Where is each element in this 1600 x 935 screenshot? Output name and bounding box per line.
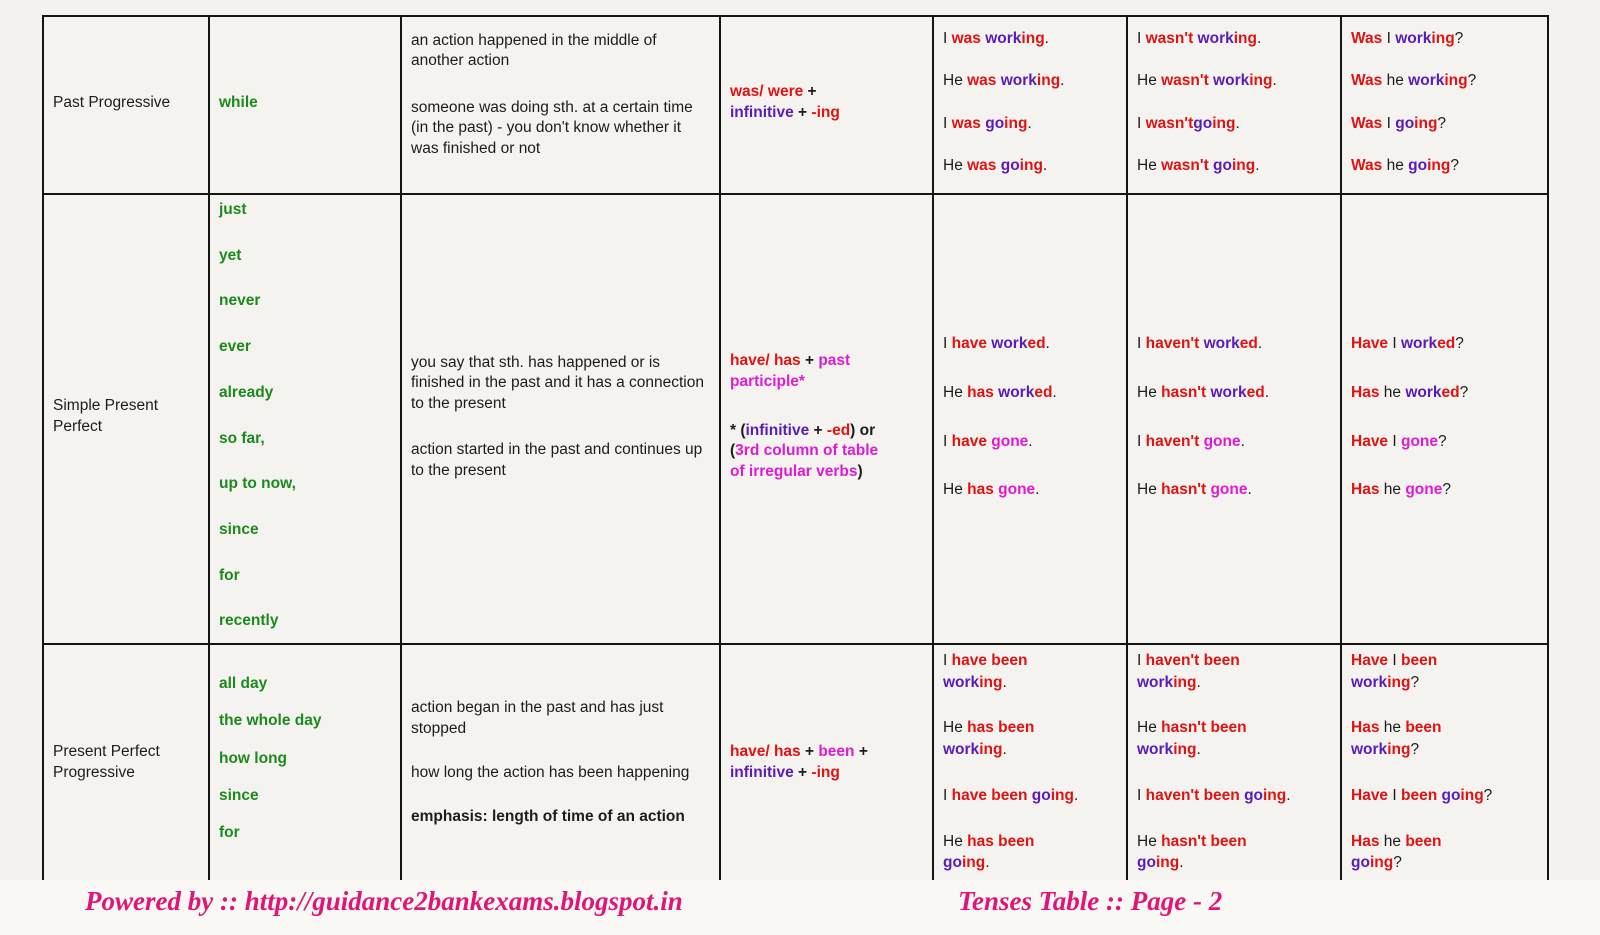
text-segment: work xyxy=(1213,72,1250,90)
text-segment: I xyxy=(1137,114,1146,132)
text-segment: Was xyxy=(1351,114,1387,132)
signal-word: for xyxy=(219,824,240,842)
text-segment: He xyxy=(1137,157,1162,175)
question-example-sentence xyxy=(1351,28,1538,50)
text-segment: -ed xyxy=(826,421,851,439)
text-segment: been xyxy=(1405,719,1442,737)
text-segment: Has xyxy=(1351,383,1384,401)
text-segment: wasn't xyxy=(1161,72,1214,90)
text-segment: ed xyxy=(1034,383,1053,401)
text-segment: I xyxy=(1386,114,1396,132)
question-example-sentence xyxy=(1351,717,1538,760)
text-segment: ed xyxy=(1441,383,1460,401)
text-segment: ing xyxy=(1233,30,1257,47)
text-segment: ( xyxy=(730,442,736,460)
text-segment: + xyxy=(854,743,868,761)
text-segment: . xyxy=(1235,114,1240,132)
text-segment: work xyxy=(991,335,1028,353)
signal-word: all day xyxy=(219,675,268,692)
text-segment: ing xyxy=(961,854,986,872)
text-segment: ing xyxy=(1173,741,1197,759)
text-segment: work xyxy=(943,741,980,759)
signal-word: so far, xyxy=(219,429,265,447)
text-segment: work xyxy=(943,673,980,691)
text-segment: ? xyxy=(1438,432,1447,450)
usage-paragraph: how long the action has been happening xyxy=(411,764,690,781)
affirmative-examples-cell xyxy=(933,16,1127,194)
question-example-sentence xyxy=(1351,382,1538,404)
text-segment: ing xyxy=(1431,30,1455,47)
text-segment: was xyxy=(967,72,1001,90)
affirmative-example-sentence xyxy=(943,333,1117,355)
text-segment: ing xyxy=(1387,673,1411,691)
tense-cell xyxy=(43,194,209,644)
tense-cell xyxy=(43,16,209,194)
text-segment: gone xyxy=(991,432,1029,450)
text-segment: been xyxy=(1401,786,1442,804)
tense-name: Simple Present Perfect xyxy=(53,397,159,435)
text-segment: work xyxy=(1210,383,1247,401)
text-segment: I xyxy=(943,335,952,353)
affirmative-example-sentence xyxy=(943,28,1117,50)
text-segment: . xyxy=(1272,72,1277,90)
form-line xyxy=(730,351,923,393)
text-segment: + xyxy=(793,764,812,781)
question-example-sentence xyxy=(1351,155,1538,177)
text-segment: ? xyxy=(1454,30,1464,47)
text-segment: have xyxy=(951,335,992,353)
text-segment: hasn't been xyxy=(1161,719,1247,737)
tense-row xyxy=(43,16,1548,194)
text-segment: . xyxy=(1247,481,1252,499)
text-segment: has been xyxy=(967,832,1035,850)
question-example-sentence xyxy=(1351,70,1538,92)
text-segment: ing xyxy=(1036,72,1061,90)
text-segment: . xyxy=(1196,741,1201,759)
text-segment: He xyxy=(943,383,968,401)
signal-word: up to now, xyxy=(219,475,296,493)
signal-word: just xyxy=(219,201,247,218)
text-segment: He xyxy=(1137,719,1162,737)
text-segment: been xyxy=(1401,652,1438,669)
text-segment: infinitive xyxy=(745,421,810,439)
question-example-sentence xyxy=(1351,333,1538,355)
text-segment: . xyxy=(1255,157,1260,175)
text-segment: work xyxy=(1405,383,1442,401)
text-segment: He xyxy=(943,832,968,850)
form-line xyxy=(730,82,923,124)
negative-example-sentence xyxy=(1137,785,1331,807)
negative-example-sentence xyxy=(1137,113,1331,135)
text-segment: go xyxy=(1213,157,1232,175)
text-segment: was xyxy=(951,30,986,47)
affirmative-example-sentence xyxy=(943,155,1117,177)
negative-example-sentence xyxy=(1137,333,1331,355)
text-segment: Have xyxy=(1351,335,1393,353)
text-segment: go xyxy=(943,854,962,872)
text-segment: work xyxy=(1197,30,1234,47)
affirmative-example-sentence xyxy=(943,70,1117,92)
text-segment: + xyxy=(809,421,827,439)
text-segment: wasn't xyxy=(1161,157,1214,175)
text-segment: I xyxy=(1386,30,1396,47)
text-segment: ing xyxy=(1460,786,1484,804)
text-segment: . xyxy=(1002,673,1007,691)
text-segment: . xyxy=(1035,481,1040,499)
text-segment: go xyxy=(1000,157,1020,175)
text-segment: haven't been xyxy=(1145,652,1240,669)
affirmative-example-sentence xyxy=(943,650,1117,693)
affirmative-example-sentence xyxy=(943,717,1117,760)
text-segment: work xyxy=(1351,741,1388,759)
affirmative-example-sentence xyxy=(943,113,1117,135)
text-segment: have/ has xyxy=(730,351,801,369)
text-segment: haven't been xyxy=(1145,786,1245,804)
text-segment: ing xyxy=(1387,741,1411,759)
signal-words-cell xyxy=(209,194,401,644)
tense-cell xyxy=(43,644,209,886)
text-segment: He xyxy=(943,72,968,90)
text-segment: has xyxy=(967,481,999,499)
text-segment: I xyxy=(1137,335,1146,353)
text-segment: he xyxy=(1386,72,1409,90)
text-segment: ed xyxy=(1246,383,1265,401)
text-segment: . xyxy=(1044,30,1049,47)
text-segment: + xyxy=(800,743,819,761)
text-segment: Have xyxy=(1351,652,1393,669)
question-examples-cell xyxy=(1341,16,1548,194)
text-segment: work xyxy=(1401,335,1438,353)
text-segment: gone xyxy=(1203,432,1241,450)
text-segment: past xyxy=(818,351,851,369)
affirmative-examples-cell xyxy=(933,644,1127,886)
question-example-sentence xyxy=(1351,479,1538,501)
text-segment: go xyxy=(1137,854,1156,872)
text-segment: Has xyxy=(1351,719,1384,737)
text-segment: ing xyxy=(1004,114,1028,132)
text-segment: have xyxy=(951,432,992,450)
text-segment: ing xyxy=(1249,72,1273,90)
text-segment: . xyxy=(1179,854,1184,872)
text-segment: have been xyxy=(951,652,1028,669)
text-segment: ? xyxy=(1459,383,1469,401)
footer-page-label: Tenses Table :: Page - 2 xyxy=(958,886,1223,916)
form-line xyxy=(730,742,923,784)
text-segment: He xyxy=(943,719,968,737)
text-segment: I xyxy=(943,652,952,669)
text-segment: been xyxy=(1405,832,1442,850)
text-segment: I xyxy=(1137,30,1146,47)
text-segment: ing xyxy=(1369,854,1394,872)
affirmative-example-sentence xyxy=(943,382,1117,404)
negative-example-sentence xyxy=(1137,650,1331,693)
text-segment: . xyxy=(1196,673,1201,691)
text-segment: work xyxy=(1395,30,1432,47)
affirmative-example-sentence xyxy=(943,479,1117,501)
negative-example-sentence xyxy=(1137,28,1331,50)
text-segment: go xyxy=(1351,854,1370,872)
text-segment: he xyxy=(1383,832,1406,850)
text-segment: he xyxy=(1383,481,1406,499)
text-segment: ing xyxy=(979,673,1003,691)
usage-cell xyxy=(401,644,720,886)
signal-word: since xyxy=(219,520,259,538)
text-segment: . xyxy=(1286,786,1291,804)
affirmative-example-sentence xyxy=(943,431,1117,453)
negative-example-sentence xyxy=(1137,831,1331,874)
signal-word: the whole day xyxy=(219,712,322,730)
question-examples-cell xyxy=(1341,194,1548,644)
text-segment: ed xyxy=(1239,335,1258,353)
text-segment: go xyxy=(1408,157,1428,175)
text-segment: ? xyxy=(1437,114,1447,132)
text-segment: work xyxy=(1408,72,1445,90)
text-segment: have/ has xyxy=(730,743,801,761)
text-segment: -ing xyxy=(811,764,840,781)
text-segment: I xyxy=(1392,786,1401,804)
text-segment: of irregular verbs xyxy=(730,463,858,481)
text-segment: wasn't xyxy=(1145,30,1198,47)
text-segment: I xyxy=(1137,432,1146,450)
text-segment: . xyxy=(1028,432,1033,450)
text-segment: . xyxy=(985,854,990,872)
text-segment: . xyxy=(1073,786,1079,804)
text-segment: has been xyxy=(967,719,1035,737)
text-segment: hasn't xyxy=(1161,481,1211,499)
usage-paragraph: action started in the past and continues up to the present xyxy=(411,441,703,479)
text-segment: -ing xyxy=(811,104,840,121)
text-segment: work xyxy=(1000,72,1037,90)
text-segment: work xyxy=(1203,335,1240,353)
question-example-sentence xyxy=(1351,431,1538,453)
tense-name: Present Perfect Progressive xyxy=(53,743,160,781)
negative-example-sentence xyxy=(1137,431,1331,453)
text-segment: . xyxy=(1002,741,1007,759)
tense-row xyxy=(43,194,1548,644)
negative-examples-cell xyxy=(1127,16,1341,194)
text-segment: ? xyxy=(1467,72,1477,90)
text-segment: go xyxy=(1395,114,1415,132)
text-segment: I xyxy=(1392,652,1401,669)
negative-example-sentence xyxy=(1137,155,1331,177)
text-segment: participle* xyxy=(730,372,805,390)
text-segment: Was xyxy=(1351,72,1387,90)
text-segment: . xyxy=(1052,383,1057,401)
text-segment: ing xyxy=(1019,157,1043,175)
signal-word: recently xyxy=(219,612,279,630)
text-segment: ing xyxy=(1155,854,1180,872)
question-examples-cell xyxy=(1341,644,1548,886)
text-segment: ) xyxy=(857,463,863,481)
form-cell xyxy=(720,194,933,644)
text-segment: He xyxy=(1137,383,1162,401)
text-segment: he xyxy=(1383,383,1406,401)
text-segment: work xyxy=(1351,673,1388,691)
text-segment: gone xyxy=(1401,432,1439,450)
text-segment: infinitive xyxy=(730,104,794,121)
signal-word: since xyxy=(219,787,259,805)
text-segment: I xyxy=(1137,786,1146,804)
text-segment: he xyxy=(1383,719,1406,737)
text-segment: ) or xyxy=(850,421,876,439)
text-segment: ing xyxy=(1444,72,1468,90)
text-segment: He xyxy=(1137,72,1162,90)
usage-paragraph: emphasis: length of time of an action xyxy=(411,808,685,826)
signal-word: ever xyxy=(219,338,251,356)
usage-paragraph: someone was doing sth. at a certain time (in the past) - you don't know whether it was finished or not xyxy=(411,98,693,157)
signal-word: never xyxy=(219,292,261,310)
question-example-sentence xyxy=(1351,785,1538,807)
signal-words-cell xyxy=(209,644,401,886)
text-segment: have been xyxy=(951,786,1032,804)
text-segment: haven't xyxy=(1145,335,1204,353)
text-segment: . xyxy=(1027,114,1032,132)
tense-row xyxy=(43,644,1548,886)
signal-word: yet xyxy=(219,246,242,264)
text-segment: ing xyxy=(1414,114,1438,132)
text-segment: I xyxy=(1392,432,1401,450)
form-line xyxy=(730,421,923,484)
text-segment: infinitive xyxy=(730,764,794,781)
text-segment: I xyxy=(943,114,952,132)
question-example-sentence xyxy=(1351,113,1538,135)
question-example-sentence xyxy=(1351,650,1538,693)
text-segment: ? xyxy=(1410,741,1420,759)
text-segment: ing xyxy=(1021,30,1045,47)
text-segment: go xyxy=(1193,114,1213,132)
text-segment: I xyxy=(1137,652,1146,669)
text-segment: go xyxy=(1441,786,1461,804)
text-segment: he xyxy=(1386,157,1409,175)
text-segment: was xyxy=(951,114,986,132)
text-segment: ? xyxy=(1483,786,1493,804)
negative-example-sentence xyxy=(1137,479,1331,501)
text-segment: been xyxy=(818,743,855,761)
text-segment: ? xyxy=(1410,673,1420,691)
usage-cell xyxy=(401,194,720,644)
text-segment: He xyxy=(1137,481,1162,499)
affirmative-example-sentence xyxy=(943,831,1117,874)
text-segment: work xyxy=(985,30,1022,47)
text-segment: Have xyxy=(1351,786,1393,804)
text-segment: . xyxy=(1060,72,1065,90)
negative-example-sentence xyxy=(1137,70,1331,92)
text-segment: work xyxy=(1137,741,1174,759)
text-segment: + xyxy=(803,83,817,101)
text-segment: . xyxy=(1240,432,1245,450)
signal-word: how long xyxy=(219,749,288,767)
text-segment: + xyxy=(793,104,812,121)
usage-cell xyxy=(401,16,720,194)
text-segment: . xyxy=(1042,157,1048,175)
footer-powered-by: Powered by :: http://guidance2bankexams.blogspot.in xyxy=(85,886,683,916)
text-segment: I xyxy=(943,786,952,804)
text-segment: ing xyxy=(1263,786,1287,804)
text-segment: ? xyxy=(1455,335,1464,353)
form-cell xyxy=(720,16,933,194)
text-segment: Has xyxy=(1351,832,1384,850)
text-segment: . xyxy=(1257,335,1263,353)
form-cell xyxy=(720,644,933,886)
text-segment: . xyxy=(1045,335,1050,353)
text-segment: He xyxy=(943,157,968,175)
text-segment: ed xyxy=(1027,335,1046,353)
text-segment: work xyxy=(998,383,1035,401)
negative-example-sentence xyxy=(1137,717,1331,760)
text-segment: gone xyxy=(1405,481,1443,499)
text-segment: . xyxy=(1264,383,1270,401)
text-segment: haven't xyxy=(1145,432,1204,450)
text-segment: has xyxy=(967,383,999,401)
text-segment: ing xyxy=(979,741,1003,759)
text-segment: go xyxy=(1244,786,1263,804)
text-segment: He xyxy=(1137,832,1162,850)
negative-examples-cell xyxy=(1127,194,1341,644)
text-segment: go xyxy=(985,114,1005,132)
text-segment: was xyxy=(967,157,1001,175)
text-segment: 3rd column of table xyxy=(735,442,879,460)
text-segment: ? xyxy=(1442,481,1451,499)
text-segment: gone xyxy=(1210,481,1248,499)
text-segment: Was xyxy=(1351,30,1387,47)
tenses-table-body xyxy=(43,16,1548,886)
text-segment: I xyxy=(943,30,952,47)
text-segment: ing xyxy=(1427,157,1451,175)
text-segment: ing xyxy=(1231,157,1256,175)
usage-paragraph: action began in the past and has just stopped xyxy=(411,699,664,737)
signal-word: already xyxy=(219,383,274,401)
signal-word: for xyxy=(219,566,240,584)
tenses-table xyxy=(42,15,1549,887)
text-segment: + xyxy=(800,351,819,369)
text-segment: He xyxy=(943,481,968,499)
affirmative-example-sentence xyxy=(943,785,1117,807)
tense-name: Past Progressive xyxy=(53,93,171,111)
text-segment: was/ were xyxy=(730,83,804,101)
signal-word: while xyxy=(219,93,258,111)
text-segment: ing xyxy=(1050,786,1074,804)
usage-paragraph: you say that sth. has happened or is finished in the past and it has a connection to the present xyxy=(411,353,704,412)
negative-examples-cell xyxy=(1127,644,1341,886)
text-segment: ? xyxy=(1393,854,1402,872)
usage-paragraph: an action happened in the middle of another action xyxy=(411,32,657,70)
text-segment: ed xyxy=(1437,335,1456,353)
text-segment: hasn't been xyxy=(1161,832,1247,850)
text-segment: I xyxy=(1392,335,1401,353)
text-segment: * ( xyxy=(730,421,746,439)
text-segment: gone xyxy=(998,481,1036,499)
text-segment: ing xyxy=(1212,114,1236,132)
text-segment: wasn't xyxy=(1145,114,1194,132)
text-segment: Was xyxy=(1351,157,1387,175)
text-segment: Have xyxy=(1351,432,1393,450)
text-segment: Has xyxy=(1351,481,1384,499)
text-segment: ing xyxy=(1173,673,1197,691)
text-segment: I xyxy=(943,432,952,450)
text-segment: work xyxy=(1137,673,1174,691)
text-segment: ? xyxy=(1450,157,1459,175)
negative-example-sentence xyxy=(1137,382,1331,404)
text-segment: go xyxy=(1031,786,1051,804)
question-example-sentence xyxy=(1351,831,1538,874)
text-segment: hasn't xyxy=(1161,383,1211,401)
text-segment: . xyxy=(1256,30,1262,47)
signal-words-cell xyxy=(209,16,401,194)
affirmative-examples-cell xyxy=(933,194,1127,644)
